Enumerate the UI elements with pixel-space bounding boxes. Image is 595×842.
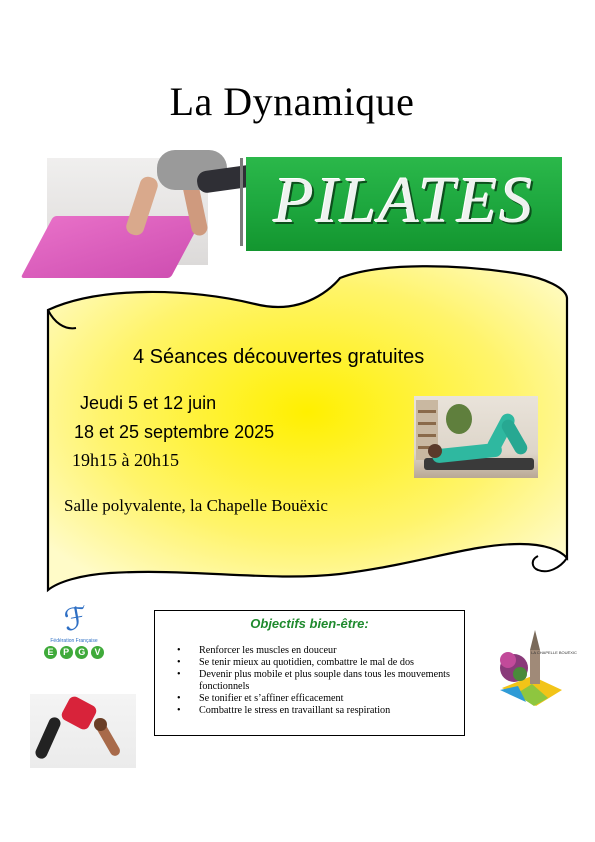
pilates-banner	[246, 157, 562, 251]
epgv-logo	[44, 602, 104, 664]
epgv-letter: E	[44, 646, 57, 659]
date-september: 18 et 25 septembre 2025	[74, 422, 275, 442]
banner-title: PILATES	[273, 164, 535, 237]
epgv-letter: G	[75, 646, 88, 659]
epgv-letters	[44, 646, 104, 659]
objective-item: • Renforcer les muscles en douceur	[177, 645, 463, 657]
objectives-title: Objectifs bien-être:	[250, 616, 369, 631]
chapelle-caption: LA CHAPELLE BOUËXIC	[531, 650, 577, 655]
page-title: La Dynamique	[169, 79, 415, 124]
epgv-letter: P	[60, 646, 73, 659]
session-location: Salle polyvalente, la Chapelle Bouëxic	[64, 496, 328, 515]
chapelle-logo	[496, 628, 577, 708]
epgv-letter: V	[91, 646, 104, 659]
objective-item: • Devenir plus mobile et plus souple dans tous les mouvements fonctionnels	[177, 669, 463, 693]
banner-divider	[240, 158, 243, 246]
pilates-mat-photo	[47, 158, 208, 265]
objectives-box	[154, 610, 465, 736]
floor-exercise-photo	[414, 396, 538, 478]
objectives-list	[177, 645, 463, 717]
objective-item: • Se tenir mieux au quotidien, combattre le mal de dos	[177, 657, 463, 669]
runner-icon: ℱ	[61, 600, 91, 639]
objective-item: • Se tonifier et s’affiner efficacement	[177, 693, 463, 705]
downward-dog-photo	[30, 694, 136, 768]
date-june: Jeudi 5 et 12 juin	[80, 393, 217, 413]
seances-text: 4 Séances découvertes gratuites	[133, 346, 425, 368]
session-hours: 19h15 à 20h15	[72, 450, 179, 470]
epgv-caption: Fédération Française	[50, 638, 98, 644]
objective-item: • Combattre le stress en travaillant sa respiration	[177, 705, 463, 717]
